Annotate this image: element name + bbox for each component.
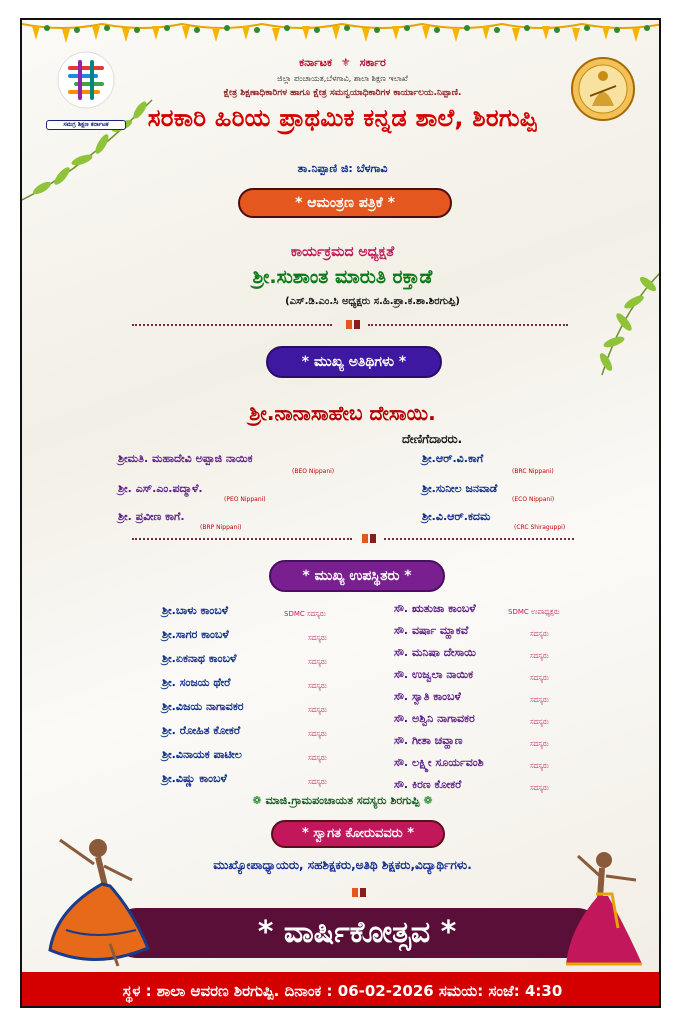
guest-name: ಶ್ರೀ.ಆರ್.ವಿ.ಕಾಗೆ (422, 452, 484, 465)
school-name: ಸರಕಾರಿ ಹಿರಿಯ ಪ್ರಾಥಮಿಕ ಕನ್ನಡ ಶಾಲೆ, ಶಿರಗುಪ್ಪಿ (147, 104, 538, 132)
present-left-name: ಶ್ರೀ.ವಿನಾಯಕ ಪಾಟೀಲ (162, 748, 242, 761)
present-left-role: ಸದಸ್ಯರು (308, 778, 327, 786)
former-members-line (22, 794, 661, 808)
present-left-role: ಸದಸ್ಯರು (308, 706, 327, 714)
divider-right (368, 324, 568, 326)
venue-date-footer: ಸ್ಥಳ : ಶಾಲಾ ಆವರಣ ಶಿರಗುಪ್ಪಿ. ದಿನಾಂಕ : 06-02-2026 ಸಮಯ: ಸಂಜೆ: 4:30 (22, 972, 661, 1008)
divider-square (354, 320, 360, 329)
department-line: ಜಿಲ್ಲಾ ಪಂಚಾಯತ,ಬೆಳಗಾವಿ, ಶಾಲಾ ಶಿಕ್ಷಣ ಇಲಾಖೆ (277, 74, 408, 83)
welcome-banner: * ಸ್ವಾಗತ ಕೋರುವವರು * (271, 820, 445, 848)
guest-role: (BRP Nippani) (200, 524, 242, 531)
present-right-role: ಸದಸ್ಯರು (530, 718, 549, 726)
present-left-name: ಶ್ರೀ. ಸಂಜಯ ಥೇರೆ (162, 676, 231, 689)
present-left-role: ಸದಸ್ಯರು (308, 730, 327, 738)
gov-right-text: ಸರ್ಕಾರ (359, 56, 386, 69)
present-right-name: ಸೌ. ಕಿರಣ ಕೋಕರೆ (394, 778, 462, 791)
flower-icon: ❁ (423, 794, 433, 807)
taluk-district: ತಾ.ನಿಪ್ಪಾಣಿ ಜಿ: ಬೆಳಗಾವಿ (297, 162, 388, 175)
present-left-name: ಶ್ರೀ.ಏಕನಾಥ ಕಾಂಬಳೆ (162, 652, 237, 665)
flower-icon: ❁ (252, 794, 262, 807)
chair-role: (ಎಸ್.ಡಿ.ಎಂ.ಸಿ ಅಧ್ಯಕ್ಷರು ಸ.ಹಿ.ಪ್ರಾ.ಕ.ಶಾ.ಶಿರಗುಪ್ಪಿ) (285, 296, 460, 307)
present-left-name: ಶ್ರೀ.ಬಾಳು ಕಾಂಬಳೆ (162, 604, 229, 617)
divider-right (384, 538, 574, 540)
present-left-name: ಶ್ರೀ.ವಿಷ್ಣು ಕಾಂಬಳೆ (162, 772, 227, 785)
government-title (22, 56, 661, 70)
present-right-name: ಸೌ. ಉಜ್ವಲಾ ನಾಯಿಕ (394, 668, 474, 681)
divider-square (362, 534, 368, 543)
present-left-role: ಸದಸ್ಯರು (308, 634, 327, 642)
divider-square (346, 320, 352, 329)
present-right-name: ಸೌ. ಮನಿಷಾ ದೇಸಾಯಿ (394, 646, 476, 659)
present-right-role: ಸದಸ್ಯರು (530, 696, 549, 704)
guest-name: ಶ್ರೀ.ಸುನೀಲ ಜನವಾಡೆ (422, 482, 498, 495)
annual-day-banner: * ವಾರ್ಷಿಕೋತ್ಸವ * (112, 908, 602, 958)
guest-role: (ECO Nippani) (512, 496, 555, 503)
dancer-right (556, 838, 656, 972)
divider-left (132, 538, 352, 540)
present-left-name: ಶ್ರೀ. ರೋಹಿತ ಕೋಕರೆ (162, 724, 241, 737)
present-right-role: ಸದಸ್ಯರು (530, 630, 549, 638)
guest-role: (BEO Nippani) (292, 468, 335, 475)
guest-name: ಶ್ರೀಮತಿ. ಮಹಾದೇವಿ ಅಪ್ಪಾಜಿ ನಾಯಿಕ (118, 452, 253, 465)
divider-square (360, 888, 366, 897)
chair-name: ಶ್ರೀ.ಸುಶಾಂತ ಮಾರುತಿ ರಕ್ತಾಡೆ (252, 266, 433, 288)
present-left-name: ಶ್ರೀ.ಸಾಗರ ಕಾಂಬಳೆ (162, 628, 229, 641)
poster-frame (20, 18, 661, 1008)
divider-square (352, 888, 358, 897)
present-right-name: ಸೌ. ಸ್ವಾತಿ ಕಾಂಬಳೆ (394, 690, 461, 703)
main-guest-name: ಶ್ರೀ.ನಾನಾಸಾಹೇಬ ದೇಸಾಯಿ. (249, 401, 436, 425)
present-left-role: ಸದಸ್ಯರು (308, 754, 327, 762)
present-right-role: ಸದಸ್ಯರು (530, 652, 549, 660)
guest-role: (BRC Nippani) (512, 468, 554, 475)
present-right-name: ಸೌ. ಋತುಜಾ ಕಾಂಬಳೆ (394, 602, 476, 615)
divider-left (132, 324, 332, 326)
present-left-role: SDMC ಸದಸ್ಯರು (284, 610, 326, 618)
guest-name: ಶ್ರೀ. ಪ್ರವೀಣ ಕಾಗೆ. (118, 510, 185, 523)
chair-heading: ಕಾರ್ಯಕ್ರಮದ ಅಧ್ಯಕ್ಷತೆ (290, 244, 395, 260)
present-left-role: ಸದಸ್ಯರು (308, 682, 327, 690)
present-right-role: SDMC ಉಪಾಧ್ಯಕ್ಷರು (508, 608, 560, 616)
divider-square (370, 534, 376, 543)
guest-role: (PEO Nippani) (224, 496, 266, 503)
present-right-role: ಸದಸ್ಯರು (530, 784, 549, 792)
gov-left-text: ಕರ್ನಾಟಕ (299, 56, 332, 69)
present-right-role: ಸದಸ್ಯರು (530, 674, 549, 682)
present-right-name: ಸೌ. ವರ್ಷಾ ಮ್ಹಾಕವೆ (394, 624, 469, 637)
main-guest-role: ದೇಣಿಗೆದಾರರು. (402, 432, 463, 446)
present-right-role: ಸದಸ್ಯರು (530, 762, 549, 770)
present-right-name: ಸೌ. ಅಶ್ವಿನಿ ನಾಗಾವಕರ (394, 712, 475, 725)
invitation-banner: * ಆಮಂತ್ರಣ ಪತ್ರಿಕೆ * (238, 188, 452, 218)
guest-role: (CRC Shiraguppi) (514, 524, 566, 531)
bunting-decoration (22, 20, 661, 46)
present-banner: * ಮುಖ್ಯ ಉಪಸ್ಥಿತರು * (269, 560, 445, 592)
present-right-role: ಸದಸ್ಯರು (530, 740, 549, 748)
dancer-left (36, 820, 176, 970)
guests-banner: * ಮುಖ್ಯ ಅತಿಥಿಗಳು * (266, 346, 442, 378)
present-right-name: ಸೌ. ಲಕ್ಷ್ಮೀ ಸೂರ್ಯವಂಶಿ (394, 756, 484, 769)
logo-caption: ಸಮಗ್ರ ಶಿಕ್ಷಣ ಕರ್ನಾಟಕ (46, 120, 126, 130)
guest-name: ಶ್ರೀ. ಎಸ್.ಎಂ.ಪದ್ಮಾಳೆ. (118, 482, 203, 495)
welcome-text: ಮುಖ್ಯೋಪಾಧ್ಯಾಯರು, ಸಹಶಿಕ್ಷಕರು,ಅತಿಥಿ ಶಿಕ್ಷಕರು,ವಿದ್ಯಾರ್ಥಿಗಳು. (213, 858, 472, 872)
former-members-text: ಮಾಜಿ.ಗ್ರಾಮಪಂಚಾಯತ ಸದಸ್ಯರು ಶಿರಗುಪ್ಪಿ (265, 794, 420, 807)
present-left-role: ಸದಸ್ಯರು (308, 658, 327, 666)
karnataka-emblem-icon: ⚜ (340, 56, 351, 69)
present-right-name: ಸೌ. ಗೀತಾ ಚವ್ಹಾಣ (394, 734, 463, 747)
present-left-name: ಶ್ರೀ.ವಿಜಯ ನಾಗಾವಕರ (162, 700, 244, 713)
office-line: ಕ್ಷೇತ್ರ ಶಿಕ್ಷಣಾಧಿಕಾರಿಗಳ ಹಾಗೂ ಕ್ಷೇತ್ರ ಸಮನ್ವಯಾಧಿಕಾರಿಗಳ ಕಾರ್ಯಾಲಯ.ನಿಪ್ಪಾಣಿ. (223, 88, 462, 98)
guest-name: ಶ್ರೀ.ವಿ.ಆರ್.ಕದಮ (422, 510, 491, 523)
